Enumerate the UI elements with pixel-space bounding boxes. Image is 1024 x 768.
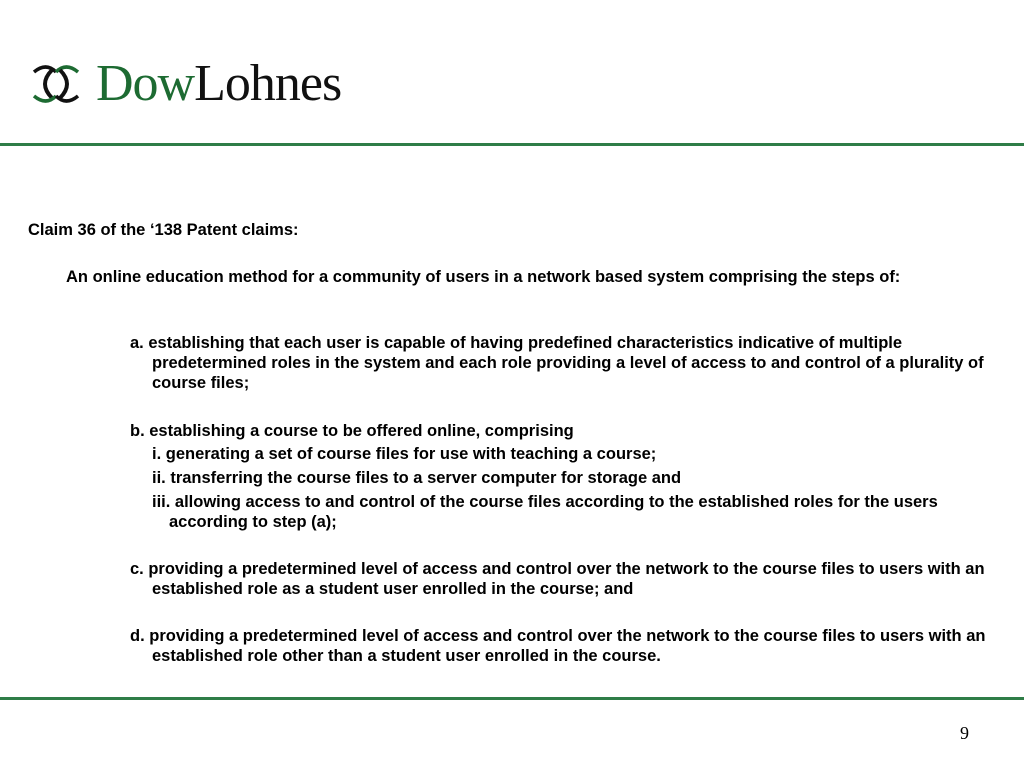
claim-step-d: d. providing a predetermined level of access and control over the network to the course files to users with an established role other than a student user enrolled in the course. [130,627,986,665]
brand-name-dow: Dow [96,55,195,112]
claim-step-b-i: i. generating a set of course files for use with teaching a course; [152,445,657,463]
slide-heading: Claim 36 of the ‘138 Patent claims: [28,221,299,239]
footer-divider [0,697,1024,700]
claim-intro: An online education method for a community of users in a network based system comprising the steps of: [66,268,901,286]
claim-step-b-ii: ii. transferring the course files to a server computer for storage and [152,469,682,487]
claim-step-a: a. establishing that each user is capable of having predefined characteristics indicative of multiple predetermined roles in the system and each role providing a level of access to and control of a plurality of course files; [130,334,984,392]
dowlohnes-mark-icon [30,58,82,110]
claim-step-b-iii: iii. allowing access to and control of the course files according to the established roles for the users according to step (a); [152,493,938,531]
company-logo [30,56,341,112]
page-number: 9 [960,723,969,743]
claim-step-c: c. providing a predetermined level of access and control over the network to the course files to users with an established role as a student user enrolled in the course; and [130,560,985,598]
claim-step-b: b. establishing a course to be offered online, comprising [130,422,574,440]
brand-name-lohnes: Lohnes [194,55,342,112]
header-divider [0,143,1024,146]
brand-name [96,56,341,112]
